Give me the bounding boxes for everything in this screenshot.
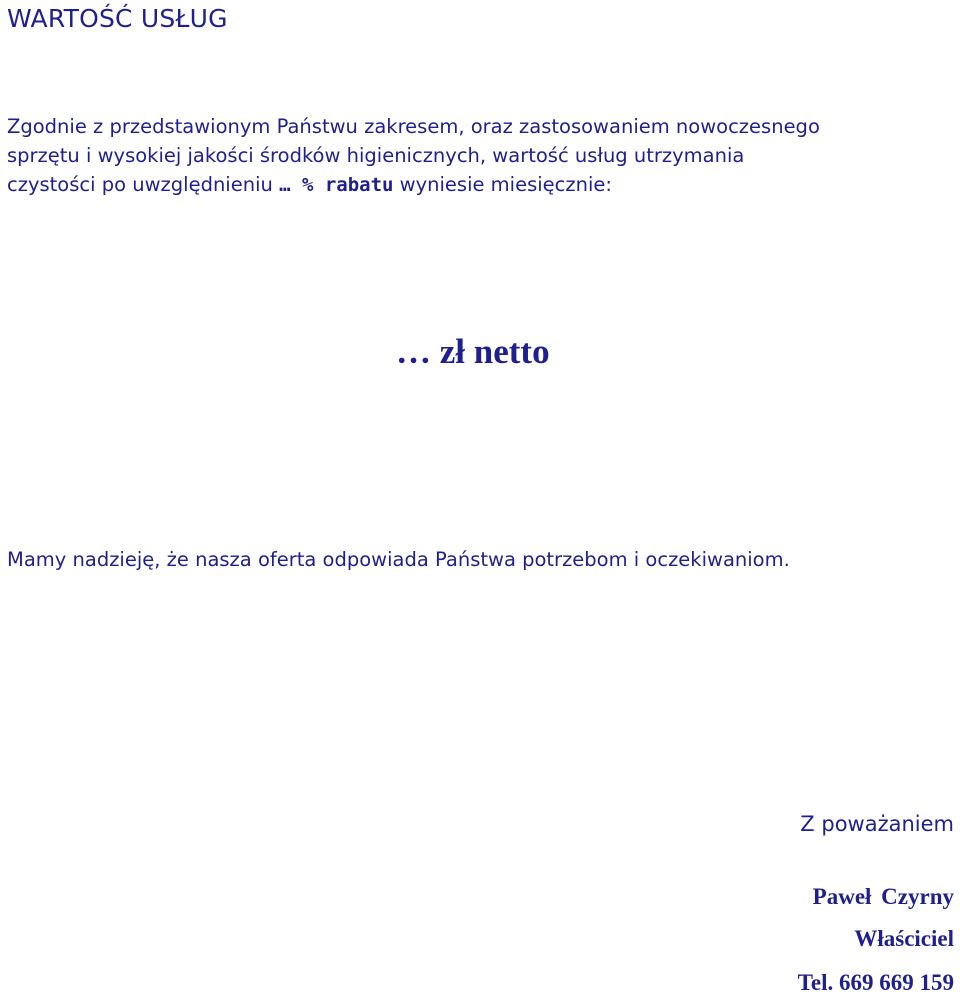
- monthly-price: … zł netto: [396, 332, 550, 371]
- closing-sentence: Mamy nadzieję, że nasza oferta odpowiada Państwa potrzebom i oczekiwaniom.: [7, 548, 790, 571]
- discount-placeholder: … % rabatu: [279, 174, 394, 196]
- intro-line-1: Zgodnie z przedstawionym Państwu zakresem, oraz zastosowaniem nowoczesnego: [7, 115, 820, 138]
- intro-paragraph: [7, 112, 952, 200]
- intro-line-3-start: czystości po uwzględnieniu: [7, 173, 280, 196]
- intro-line-3: [7, 170, 952, 200]
- signatory-name: Paweł Czyrny: [812, 884, 954, 909]
- regards-text: Z poważaniem: [800, 812, 954, 836]
- intro-line-3-end: wyniesie miesięcznie:: [393, 173, 612, 196]
- signature-block: [798, 810, 954, 996]
- section-heading: WARTOŚĆ USŁUG: [7, 4, 228, 33]
- phone-number: Tel. 669 669 159: [797, 970, 954, 995]
- signatory-role: Właściciel: [854, 926, 954, 951]
- intro-line-2: sprzętu i wysokiej jakości środków higienicznych, wartość usług utrzymania: [7, 144, 745, 167]
